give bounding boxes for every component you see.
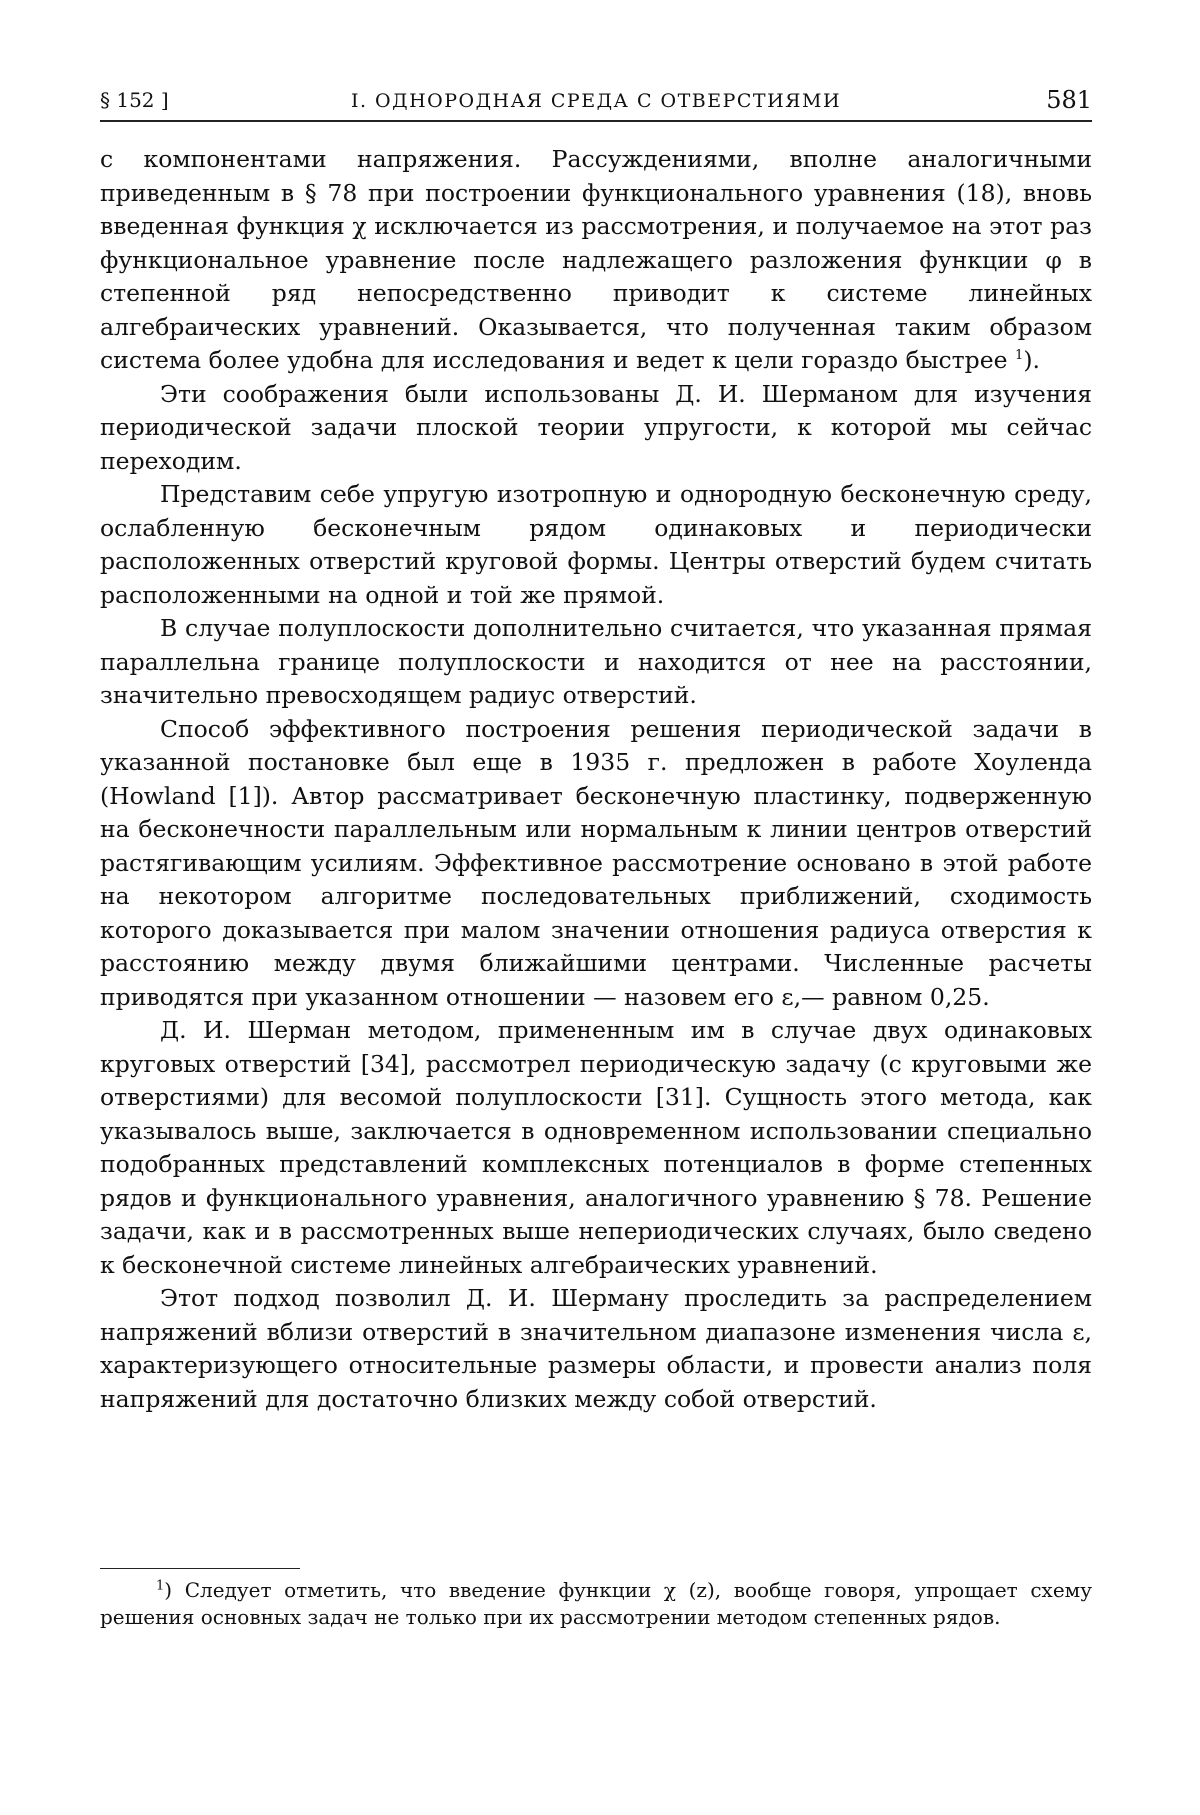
footnote [100,1577,1092,1631]
footnote-marker: 1 [156,1578,165,1594]
paragraph [100,143,1092,378]
footnote-reference: 1 [1015,348,1024,364]
paragraph: Способ эффективного построения решения периодической задачи в указанной постановке был еще в 1935 г. предложен в работе Хоуленда (Howland [1]). Автор рассматривает бесконечную пластинку, подверженную на бесконечности параллельным или нормальным к линии центров отверстий растягивающим усилиям. Эффективное рассмотрение основано в этой работе на некотором алгоритме последовательных приближений, сходимость которого доказывается при малом значении отношения радиуса отверстия к расстоянию между двумя ближайшими центрами. Численные расчеты приводятся при указанном отношении — назовем его ε,— равном 0,25. [100,714,1092,1011]
paragraph: Д. И. Шерман методом, примененным им в случае двух одинаковых круговых отверстий [34], рассмотрел периодическую задачу (с круговыми же отверстиями) для весомой полуплоскости [31]. Сущность этого метода, как указывалось выше, заключается в одновременном использовании специально подобранных представлений комплексных потенциалов в форме степенных рядов и функционального уравнения, аналогичного уравнению § 78. Решение задачи, как и в рассмотренных выше непериодических случаях, было сведено к бесконечной системе линейных алгебраических уравнений. [100,1016,1092,1279]
chapter-title: I. ОДНОРОДНАЯ СРЕДА С ОТВЕРСТИЯМИ [350,90,842,112]
page-number: 581 [1046,86,1092,114]
paragraph-text: с компонентами напряжения. Рассуждениями, вполне аналогичными приведенным в § 78 при построении функционального уравнения (18), вновь введенная функция χ исключается из рассмотрения, и получаемое на этот раз функциональное уравнение после надлежащего разложения функции φ в степенной ряд непосредственно приводит к системе линейных алгебраических уравнений. Оказывается, что полученная таким образом система более удобна для исследования и ведет к цели гораздо быстрее [100,145,1092,374]
body-text [100,143,1092,1416]
header-rule [100,120,1092,122]
paragraph: Этот подход позволил Д. И. Шерману проследить за распределением напряжений вблизи отверстий в значительном диапазоне изменения числа ε, характеризующего относительные размеры области, и провести анализ поля напряжений для достаточно близких между собой отверстий. [100,1284,1092,1413]
paragraph: В случае полуплоскости дополнительно считается, что указанная прямая параллельна границе полуплоскости и находится от нее на расстоянии, значительно превосходящем радиус отверстий. [100,614,1092,709]
footnote-reference-tail: ). [1023,346,1040,374]
footnote-text: ) Следует отметить, что введение функции χ (z), вообще говоря, упрощает схему решения основных задач не только при их рассмотрении методом степенных рядов. [100,1578,1092,1629]
paragraph: Представим себе упругую изотропную и однородную бесконечную среду, ослабленную бесконечным рядом одинаковых и периодически расположенных отверстий круговой формы. Центры отверстий будем считать расположенными на одной и той же прямой. [100,480,1092,609]
paragraph: Эти соображения были использованы Д. И. Шерманом для изучения периодической задачи плоской теории упругости, к которой мы сейчас переходим. [100,379,1092,475]
section-reference: § 152 ] [100,88,169,112]
footnote-rule [100,1568,300,1569]
running-head [100,88,1092,122]
